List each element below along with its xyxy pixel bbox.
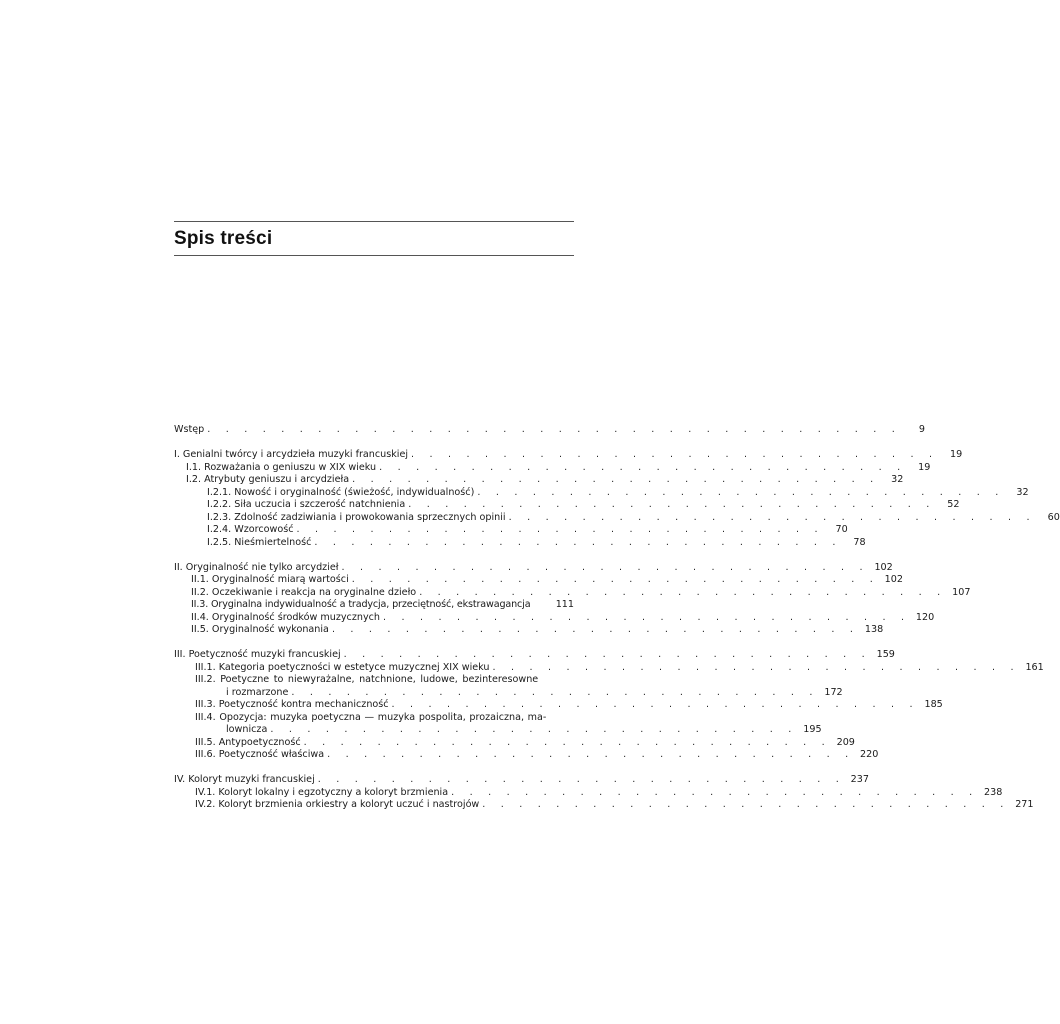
toc-page-number: 237 — [850, 774, 869, 785]
leader-dots: . . . . . . . . . . . . . . . . . . . . . . . . . . . . . — [303, 736, 831, 748]
leader-dots: . . . . . . . . . . . . . . . . . . . . . . . . . . . . . — [482, 799, 1010, 810]
toc-page-number: 111 — [555, 599, 574, 610]
toc-entry-2-1[interactable] — [174, 574, 903, 587]
toc-label: I.1. Rozważania o geniuszu w XIX wieku — [186, 462, 379, 475]
toc-page-number: 102 — [874, 561, 893, 573]
toc-page-number: 271 — [1015, 799, 1034, 810]
toc-page-number: 32 — [1016, 486, 1029, 498]
toc-entry-chapter-2[interactable] — [174, 561, 893, 575]
toc-page-number: 238 — [984, 786, 1003, 798]
leader-dots: . . . . . . . . . . . . . . . . . . . . . . . . . . . . . — [451, 786, 979, 798]
toc-entry-3-6[interactable] — [174, 749, 879, 762]
leader-dots: . . . . . . . . . . . . . . . . . . . . . . . . . . . . . — [270, 724, 798, 735]
toc-entry-1-2-3[interactable] — [174, 511, 1060, 525]
leader-dots: . . . . . . . . . . . . . . . . . . . . . . . . . . . . . — [327, 749, 855, 760]
toc-label: II.1. Oryginalność miarą wartości — [191, 574, 352, 587]
toc-label: lownicza — [226, 724, 270, 737]
section-gap — [174, 637, 574, 650]
toc-entry-3-5[interactable] — [174, 736, 855, 750]
leader-dots: . . . . . . . . . . . . . . . . . . . . . . . . . . . . . — [351, 574, 879, 585]
toc-page-number: 19 — [950, 449, 963, 460]
toc-page-number: 52 — [947, 499, 960, 510]
toc-entry-3-4-line2[interactable] — [174, 724, 822, 737]
leader-dots: . . . . . . . . . . . . . . . . . . . . . . . . . . . . . — [508, 511, 1036, 523]
toc-page-number: 161 — [1025, 661, 1044, 673]
toc-label: I.2.3. Zdolność zadziwiania i prowokowania sprzecznych opinii — [207, 512, 509, 525]
toc-label: III.3. Poetyczność kontra mechaniczność — [195, 699, 392, 712]
toc-entry-1-2[interactable] — [174, 474, 904, 487]
page-title: Spis treści — [174, 228, 273, 249]
toc-page-number: 185 — [924, 699, 943, 710]
toc-page-number: 120 — [915, 611, 935, 623]
toc-page-number: 107 — [952, 586, 971, 598]
leader-dots: . . . . . . . . . . . . . . . . . . . . . . . . . . . . . — [296, 524, 824, 535]
section-gap — [174, 437, 574, 450]
toc-entry-1-2-5[interactable] — [174, 536, 866, 550]
section-gap — [174, 762, 574, 775]
toc-label: II.2. Oczekiwanie i reakcja na oryginalne dzieło — [191, 587, 419, 600]
leader-dots: . . . . . . . . . . . . . . . . . . . . . . . . . . . . . — [382, 611, 911, 623]
bottom-rule — [174, 255, 574, 256]
toc-page-number: 195 — [803, 724, 822, 735]
toc-page-number: 220 — [860, 749, 879, 760]
toc-label: III.6. Poetyczność właściwa — [195, 749, 327, 762]
toc-entry-3-4-line1[interactable] — [174, 712, 574, 725]
toc-entry-chapter-1[interactable] — [174, 449, 963, 462]
leader-dots: . . . . . . . . . . . . . . . . . . . . . . . . . . . . . — [317, 774, 845, 785]
toc-label: II.4. Oryginalność środków muzycznych — [191, 612, 383, 625]
toc-entry-1-2-2[interactable] — [174, 499, 960, 512]
toc-entry-chapter-4[interactable] — [174, 774, 869, 787]
leader-dots: . . . . . . . . . . . . . . . . . . . . . . . . . . . . . — [408, 499, 936, 510]
toc-entry-1-2-1[interactable] — [174, 486, 1029, 500]
top-rule — [174, 221, 574, 222]
leader-dots: . . . . . . . . . . . . . . . . . . . . . . . . . . . . . — [352, 474, 880, 485]
toc-page-number: 70 — [835, 524, 848, 535]
toc-label: i rozmarzone — [226, 687, 291, 700]
toc-entry-1-1[interactable] — [174, 461, 931, 475]
leader-dots: . . . . . . . . . . . . . . . . . . . . . . . . . . . . . — [379, 461, 907, 473]
toc-entry-3-2-line2[interactable] — [174, 686, 843, 700]
leader-dots: . . . . . . . . . . . . . . . . . . . . . . . . . . . . . — [331, 624, 860, 635]
toc-page-number: 32 — [891, 474, 904, 485]
toc-entry-3-2-line1[interactable] — [174, 674, 574, 687]
leader-dots: . . . . . . . . . . . . . . . . . . . . . . . . . . . . . — [291, 686, 819, 698]
leader-dots: . . . . . . . . . . . . . . . . . . . . . . . . . . . . . — [391, 699, 919, 710]
toc-entry-chapter-3[interactable] — [174, 649, 895, 662]
toc-label: Wstęp — [174, 424, 207, 437]
toc-page-number: 102 — [884, 574, 903, 585]
toc-entry-3-1[interactable] — [174, 661, 1044, 675]
toc-label: IV. Koloryt muzyki francuskiej — [174, 774, 318, 787]
toc-label: III.1. Kategoria poetyczności w estetyce muzycznej XIX wieku — [195, 662, 493, 675]
toc-label: I. Genialni twórcy i arcydzieła muzyki francuskiej — [174, 449, 411, 462]
leader-dots: . . . . . . . . . . . . . . . . . . . . . . . . . . . . . . . . . . . . . . — [207, 424, 901, 435]
leader-dots: . . . . . . . . . . . . . . . . . . . . . . . . . . . . . — [341, 561, 869, 573]
toc-label: I.2. Atrybuty geniuszu i arcydzieła — [186, 474, 352, 487]
toc-entry-3-3[interactable] — [174, 699, 943, 712]
toc-entry-4-2[interactable] — [174, 799, 1034, 812]
toc-label: I.2.1. Nowość i oryginalność (świeżość, indywidualność) — [207, 487, 477, 500]
leader-dots: . . . . . . . . . . . . . . . . . . . . . . . . . . . . . — [492, 661, 1020, 673]
leader-dots: . . . . . . . . . . . . . . . . . . . . . . . . . . . . . — [314, 536, 842, 548]
toc-label: I.2.5. Nieśmiertelność — [207, 537, 314, 550]
toc-label: III.5. Antypoetyczność — [195, 737, 304, 750]
toc-entry-2-2[interactable] — [174, 586, 971, 600]
leader-dots: . . . . . . . . . . . . . . . . . . . . . . . . . . . . . — [411, 449, 939, 460]
toc-label: III.2. Poetyczne to niewyrażalne, natchnione, ludowe, bezinteresowne — [195, 674, 541, 687]
toc-entry-wstep[interactable] — [174, 424, 925, 437]
toc-page-number: 78 — [853, 536, 866, 548]
section-gap — [174, 549, 574, 562]
toc-label: I.2.4. Wzorcowość — [207, 524, 297, 537]
toc-label: III.4. Opozycja: muzyka poetyczna — muzyka pospolita, prozaiczna, ma- — [195, 712, 549, 725]
toc-page-number: 138 — [864, 624, 884, 635]
toc-entry-2-3[interactable] — [174, 599, 574, 612]
toc-entry-1-2-4[interactable] — [174, 524, 848, 537]
toc-page-number: 209 — [836, 736, 855, 748]
toc-label: II.5. Oryginalność wykonania — [191, 624, 332, 637]
toc-label: IV.2. Koloryt brzmienia orkiestry a koloryt uczuć i nastrojów — [195, 799, 482, 812]
toc-page-number: 9 — [918, 424, 925, 435]
toc-label: III. Poetyczność muzyki francuskiej — [174, 649, 344, 662]
toc-entry-4-1[interactable] — [174, 786, 1003, 800]
toc-label: I.2.2. Siła uczucia i szczerość natchnienia — [207, 499, 408, 512]
toc-label: II.3. Oryginalna indywidualność a tradycja, przeciętność, ekstrawagancja — [191, 599, 533, 612]
toc-page-number: 159 — [876, 649, 895, 660]
leader-dots: . . . . . . . . . . . . . . . . . . . . . . . . . . . . . — [343, 649, 871, 660]
toc-page-number: 172 — [824, 686, 843, 698]
toc-entry-2-5[interactable] — [174, 624, 884, 637]
leader-dots: . . . . . . . . . . . . . . . . . . . . . . . . . . . . . — [477, 486, 1005, 498]
toc-label: II. Oryginalność nie tylko arcydzieł — [174, 562, 342, 575]
toc-label: IV.1. Koloryt lokalny i egzotyczny a koloryt brzmienia — [195, 787, 451, 800]
toc-entry-2-4[interactable] — [174, 611, 935, 625]
toc-page-number: 19 — [918, 461, 931, 473]
table-of-contents — [174, 424, 1060, 812]
leader-dots: . . . . . . . . . . . . . . . . . . . . . . . . . . . . . — [419, 586, 947, 598]
toc-page-number: 60 — [1047, 511, 1060, 523]
